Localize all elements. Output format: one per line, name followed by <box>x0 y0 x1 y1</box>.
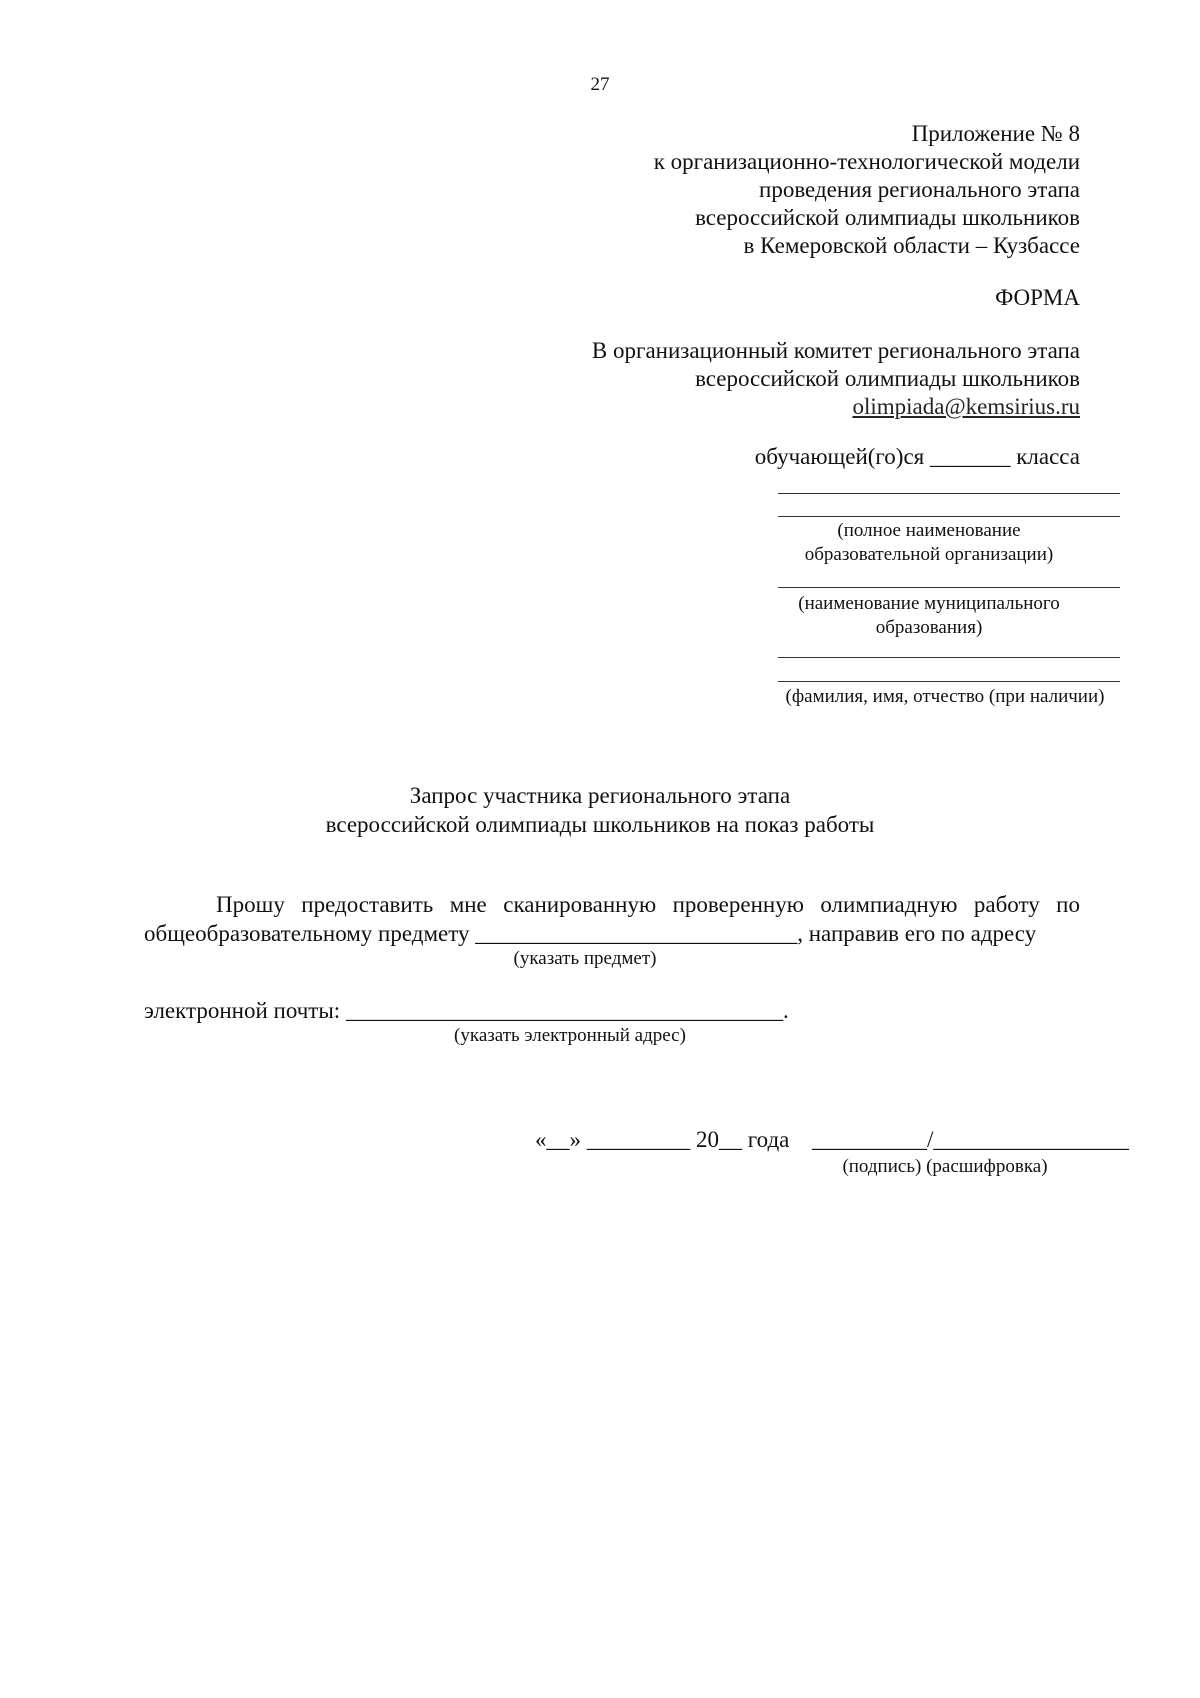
appendix-line: всероссийской олимпиады школьников <box>695 205 1080 230</box>
email-line: электронной почты: ______________________________________. <box>144 998 789 1023</box>
recipient-email-link[interactable]: olimpiada@kemsirius.ru <box>852 394 1080 419</box>
org-caption <box>778 519 1080 567</box>
org-caption-line: (полное наименование <box>837 520 1021 541</box>
appendix-line: в Кемеровской области – Кузбассе <box>743 233 1080 258</box>
org-caption-line: образовательной организации) <box>804 544 1054 565</box>
fio-caption: (фамилия, имя, отчество (при наличии) <box>785 686 1105 707</box>
title-line: Запрос участника регионального этапа <box>409 783 791 808</box>
blank-line <box>778 657 1120 658</box>
appendix-line: к организационно-технологической модели <box>653 149 1080 174</box>
date-field: «__» _________ 20__ года <box>535 1127 790 1152</box>
appendix-line: проведения регионального этапа <box>759 177 1080 202</box>
muni-caption-line: образования) <box>875 617 983 638</box>
student-class-line: обучающей(го)ся _______ класса <box>754 444 1080 469</box>
email-caption: (указать электронный адрес) <box>454 1025 686 1046</box>
recipient-line: В организационный комитет регионального этапа <box>591 338 1080 363</box>
signature-field: __________/_________________ <box>812 1127 1129 1152</box>
recipient-block <box>480 337 1080 421</box>
muni-caption-line: (наименование муниципального <box>798 593 1060 614</box>
request-paragraph: Прошу предоставить мне сканированную проверенную олимпиадную работу по <box>216 892 1080 917</box>
subject-line: общеобразовательному предмету ____________________________, направив его по адресу <box>144 921 1037 946</box>
appendix-line: Приложение № 8 <box>911 121 1080 146</box>
document-title <box>0 781 1200 839</box>
blank-line <box>778 587 1120 588</box>
page-number: 27 <box>590 74 610 95</box>
signature-caption: (подпись) (расшифровка) <box>842 1156 1048 1177</box>
appendix-header <box>520 120 1080 260</box>
form-label: ФОРМА <box>995 285 1080 310</box>
blank-line <box>778 516 1120 517</box>
subject-caption: (указать предмет) <box>513 948 657 969</box>
blank-line <box>778 493 1120 494</box>
recipient-line: всероссийской олимпиады школьников <box>695 366 1080 391</box>
title-line: всероссийской олимпиады школьников на показ работы <box>325 812 875 837</box>
muni-caption <box>778 592 1080 640</box>
blank-line <box>778 681 1120 682</box>
